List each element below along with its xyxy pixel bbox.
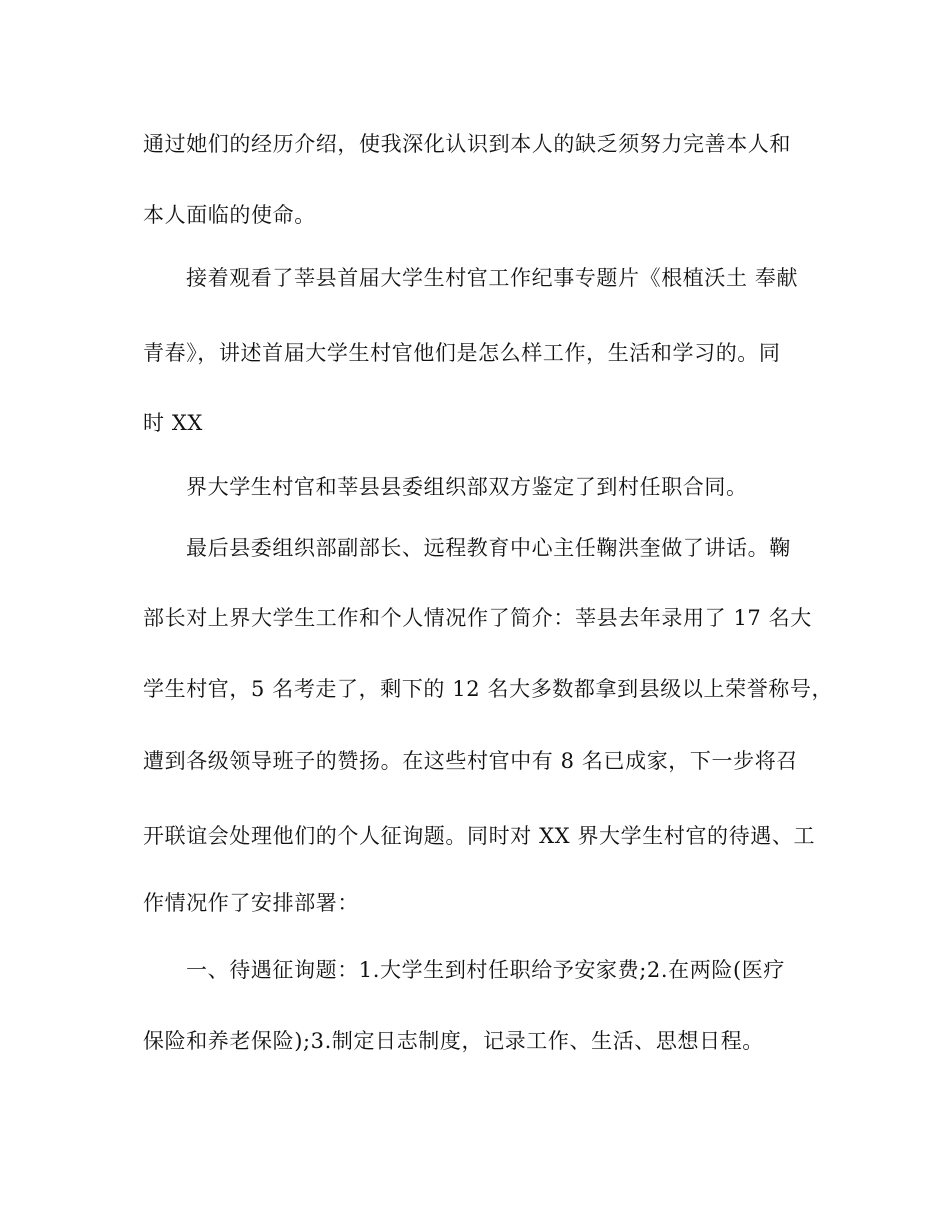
- paragraph-line: 遭到各级领导班子的赞扬。在这些村官中有 8 名已成家，下一步将召: [143, 749, 798, 773]
- paragraph-line: 青春》，讲述首届大学生村官他们是怎么样工作，生活和学习的。同: [143, 341, 781, 365]
- paragraph-line: 通过她们的经历介绍，使我深化认识到本人的缺乏须努力完善本人和: [143, 132, 791, 156]
- paragraph-line: 作情况作了安排部署：: [143, 891, 359, 915]
- paragraph-line: 学生村官，5 名考走了，剩下的 12 名大多数都拿到县级以上荣誉称号，: [143, 677, 834, 701]
- paragraph-line: 界大学生村官和莘县县委组织部双方鉴定了到村任职合同。: [186, 475, 748, 499]
- paragraph-line: 开联谊会处理他们的个人征询题。同时对 XX 界大学生村官的待遇、工: [143, 824, 816, 848]
- paragraph-line: 最后县委组织部副部长、远程教育中心主任鞠洪奎做了讲话。鞠: [186, 536, 791, 560]
- paragraph-line: 接着观看了莘县首届大学生村官工作纪事专题片《根植沃土 奉献: [186, 266, 799, 290]
- paragraph-line: 本人面临的使命。: [143, 203, 316, 227]
- paragraph-line: 时 XX: [143, 411, 203, 435]
- paragraph-line: 部长对上界大学生工作和个人情况作了简介：莘县去年录用了 17 名大: [143, 606, 812, 630]
- paragraph-line: 保险和养老保险);3.制定日志制度，记录工作、生活、思想日程。: [143, 1029, 764, 1053]
- paragraph-line: 一、待遇征询题：1.大学生到村任职给予安家费;2.在两险(医疗: [186, 958, 785, 982]
